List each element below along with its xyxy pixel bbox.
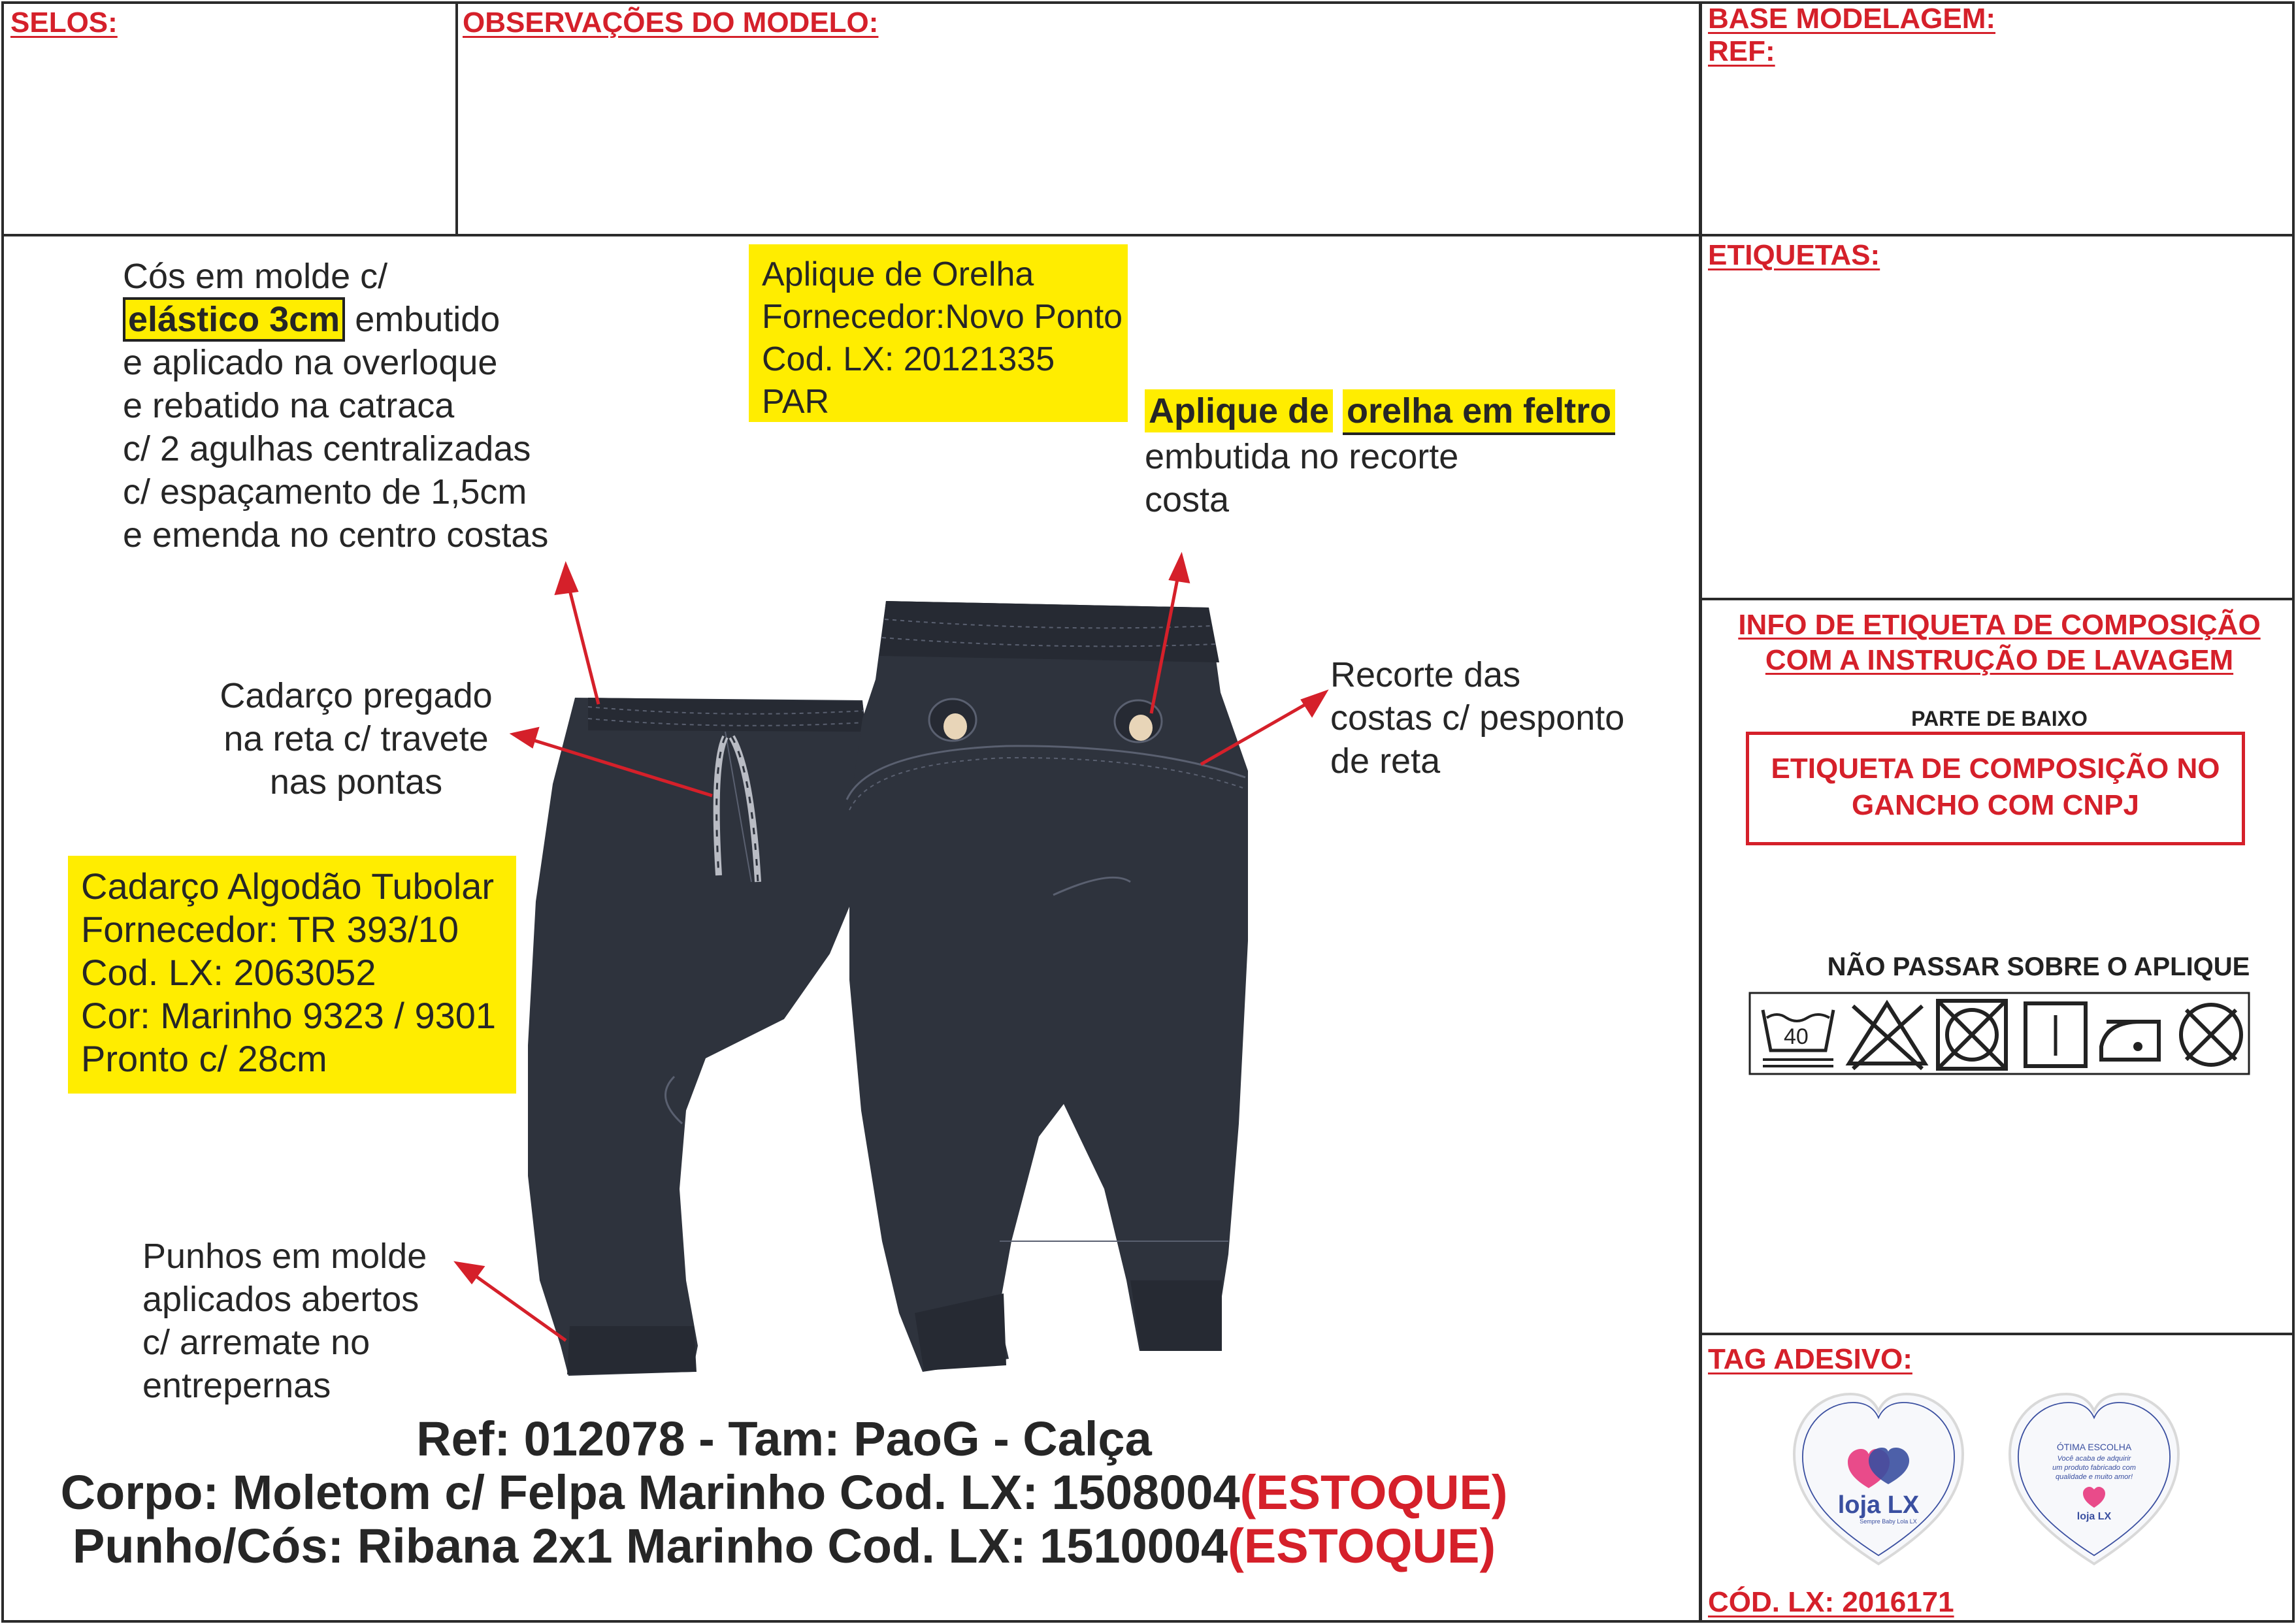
punho-status: (ESTOQUE) — [1228, 1519, 1496, 1573]
tag-back-l3: qualidade e muito amor! — [2055, 1473, 2133, 1481]
tag-adesivo-hearts — [1790, 1389, 2195, 1572]
care-symbols — [1748, 992, 2252, 1077]
note-cos — [123, 255, 548, 557]
info-composicao-line2: COM A INSTRUÇÃO DE LAVAGEM — [1765, 644, 2234, 676]
tubolar-l4: Cor: Marinho 9323 / 9301 — [81, 995, 497, 1036]
note-feltro — [1145, 389, 1615, 521]
note-cos-l7: e emenda no centro costas — [123, 515, 549, 555]
sidebar-divider — [1699, 1, 1702, 1623]
recorte-l1: Recorte das — [1330, 655, 1521, 694]
orelha-l1: Aplique de Orelha — [762, 255, 1034, 293]
note-cos-l5: c/ 2 agulhas centralizadas — [123, 429, 531, 468]
cadarco-l2: na reta c/ travete — [223, 719, 489, 758]
tag-back — [2010, 1394, 2178, 1564]
feltro-l1: Aplique de — [1145, 389, 1333, 432]
ref-line: Ref: 012078 - Tam: PaoG - Calça — [416, 1412, 1152, 1466]
orelha-l3: Cod. LX: 20121335 — [762, 340, 1055, 378]
note-cos-l3: e aplicado na overloque — [123, 343, 498, 382]
punhos-l1: Punhos em molde — [142, 1237, 427, 1276]
orelha-supplier-box — [749, 244, 1128, 422]
cadarco-l3: nas pontas — [269, 762, 443, 802]
tag-front-sub: Sempre Baby Lola LX — [1860, 1518, 1917, 1525]
composicao-line1: ETIQUETA DE COMPOSIÇÃO NO — [1771, 753, 2220, 785]
selos-label: SELOS: — [10, 7, 118, 39]
note-cos-l2 — [123, 298, 548, 341]
feltro-l2: orelha em feltro — [1343, 389, 1615, 435]
punho-line — [7, 1518, 1562, 1574]
note-punhos — [142, 1235, 427, 1407]
info-composicao-title — [1705, 608, 2293, 678]
tag-back-l2: um produto fabricado com — [2052, 1464, 2136, 1472]
tag-front-brand: loja LX — [1837, 1491, 1920, 1519]
tag-back-brand: loja LX — [2076, 1511, 2112, 1522]
sidebar-hline-2 — [1699, 598, 2295, 600]
tubolar-l3: Cod. LX: 2063052 — [81, 952, 376, 993]
note-cos-l6: c/ espaçamento de 1,5cm — [123, 472, 527, 512]
no-tumble-dry-icon — [1938, 1001, 2006, 1069]
cadarco-l1: Cadarço pregado — [220, 676, 493, 715]
composicao-box — [1746, 732, 2245, 845]
composicao-line2: GANCHO COM CNPJ — [1851, 789, 2140, 821]
tag-back-title: ÓTIMA ESCOLHA — [2056, 1442, 2132, 1452]
tag-adesivo-label: TAG ADESIVO: — [1708, 1343, 1912, 1375]
recorte-l2: costas c/ pesponto — [1330, 698, 1625, 738]
corpo-line — [7, 1465, 1562, 1520]
tag-back-l1: Você acaba de adquirir — [2057, 1455, 2131, 1463]
punhos-l4: entrepernas — [142, 1366, 331, 1405]
note-recorte — [1330, 653, 1624, 783]
note-cos-l4: e rebatido na catraca — [123, 386, 455, 425]
tubolar-l1: Cadarço Algodão Tubolar — [81, 866, 494, 907]
sidebar-hline-3 — [1699, 1333, 2295, 1335]
parte-de-baixo-label: PARTE DE BAIXO — [1911, 707, 2088, 730]
orelha-l2: Fornecedor:Novo Ponto — [762, 298, 1123, 336]
tag-front — [1794, 1394, 1963, 1564]
wash-temp: 40 — [1784, 1024, 1809, 1049]
note-cadarco — [196, 674, 516, 804]
observacoes-label: OBSERVAÇÕES DO MODELO: — [463, 7, 879, 39]
pants-back-view — [847, 601, 1248, 1372]
punhos-l2: aplicados abertos — [142, 1280, 419, 1319]
corpo-text: Corpo: Moletom c/ Felpa Marinho Cod. LX: 1508004 — [60, 1465, 1240, 1519]
tubolar-l5: Pronto c/ 28cm — [81, 1038, 327, 1079]
recorte-l3: de reta — [1330, 741, 1441, 781]
etiquetas-label: ETIQUETAS: — [1708, 239, 1880, 271]
feltro-l3: embutida no recorte — [1145, 437, 1459, 476]
ref-label: REF: — [1708, 35, 1775, 67]
info-composicao-line1: INFO DE ETIQUETA DE COMPOSIÇÃO — [1738, 609, 2261, 641]
base-modelagem-label: BASE MODELAGEM: — [1708, 3, 1995, 35]
tubolar-l2: Fornecedor: TR 393/10 — [81, 909, 459, 950]
nao-passar-label: NÃO PASSAR SOBRE O APLIQUE — [1827, 952, 2250, 981]
orelha-l4: PAR — [762, 383, 830, 421]
punhos-l3: c/ arremate no — [142, 1323, 370, 1362]
punho-text: Punho/Cós: Ribana 2x1 Marinho Cod. LX: 1510004 — [73, 1519, 1228, 1573]
pants-front-view — [528, 698, 870, 1376]
corpo-status: (ESTOQUE) — [1239, 1465, 1508, 1519]
sidebar-hline-1 — [1699, 234, 2295, 236]
feltro-l4: costa — [1145, 480, 1230, 519]
cos-highlight: elástico 3cm — [123, 297, 345, 342]
cod-lx-label: CÓD. LX: 2016171 — [1708, 1586, 1954, 1618]
note-cos-l2-rest: embutido — [345, 300, 500, 339]
note-cos-l1: Cós em molde c/ — [123, 257, 388, 296]
cadarco-supplier-box — [68, 856, 516, 1094]
